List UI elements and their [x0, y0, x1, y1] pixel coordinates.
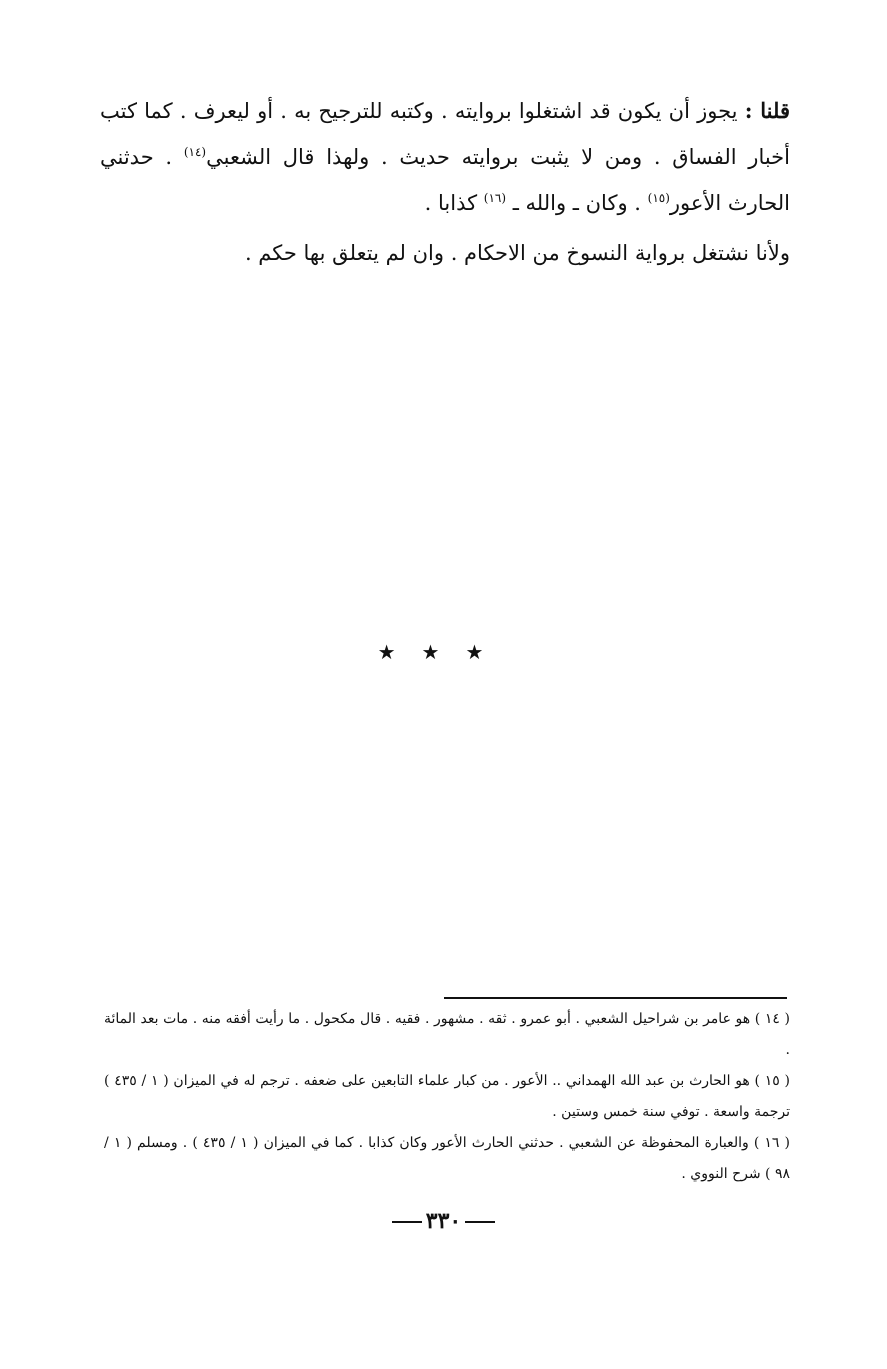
footnote-ref-16: (١٦) — [483, 191, 507, 205]
paragraph-2: ولأنا نشتغل برواية النسوخ من الاحكام . وان لم يتعلق بها حكم . — [244, 241, 790, 265]
page-number-value: ٣٣٠ — [425, 1208, 462, 1234]
paragraph-1-text-b: . حدثني الحارث الأعور — [100, 145, 790, 215]
footnotes — [104, 1004, 790, 1190]
star-icon: ★ — [377, 640, 422, 664]
page-number-dash-left — [392, 1221, 422, 1223]
footnote-16: ( ١٦ ) والعبارة المحفوظة عن الشعبي . حدثني الحارث الأعور وكان كذابا . كما في الميزان ( ١ / ٤٣٥ ) . ومسلم ( ١ / ٩٨ ) شرح النووي . — [104, 1135, 790, 1182]
page-number — [0, 1208, 887, 1234]
lead-word: قلنا : — [744, 98, 790, 123]
section-separator — [0, 640, 887, 664]
footnote-ref-15: (١٥) — [647, 191, 670, 205]
star-icon: ★ — [421, 640, 466, 664]
page-number-dash-right — [465, 1221, 495, 1223]
paragraph-1-text-c: . وكان ـ والله ـ — [506, 191, 648, 215]
star-icon: ★ — [465, 640, 510, 664]
paragraph-1-text-a: يجوز أن يكون قد اشتغلوا بروايته . وكتبه للترجيح به . أو ليعرف . كما كتب أخبار الفساق . ومن لا يثبت بروايته حديث . ولهذا قال الشعبي — [100, 99, 791, 169]
footnote-divider — [444, 997, 787, 999]
main-text — [100, 88, 790, 276]
footnote-14: ( ١٤ ) هو عامر بن شراحيل الشعبي . أبو عمرو . ثقه . مشهور . فقيه . قال مكحول . ما رأيت أفقه منه . مات بعد المائة . — [104, 1011, 790, 1058]
footnote-ref-14: (١٤) — [183, 145, 207, 159]
footnote-15: ( ١٥ ) هو الحارث بن عبد الله الهمداني .. الأعور . من كبار علماء التابعين على ضعفه . ترجم له في الميزان ( ١ / ٤٣٥ ) ترجمة واسعة . توفي سنة خمس وستين . — [104, 1073, 790, 1120]
paragraph-1-text-d: كذابا . — [424, 191, 484, 215]
paragraph-1 — [100, 88, 790, 226]
